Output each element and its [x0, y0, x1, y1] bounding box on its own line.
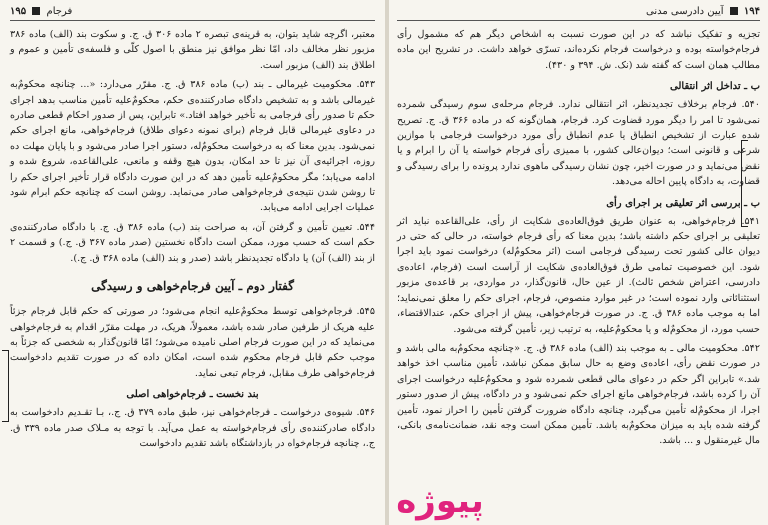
chapter-title: گفتار دوم ـ آیین فرجام‌خواهی و رسیدگی	[91, 279, 294, 294]
paragraph-540: ۵۴۰. فرجام برخلاف تجدیدنظر، اثر انتقالی ندارد. فرجام مرحله‌ی سوم رسیدگی شمرده نمی‌شود تا امر را دیگر مورد قضاوت کرد. فرجام، همان‌گونه که در ماده ۳۶۶ ق. ج. تصریح شده عبارت از تشخیص انطباق یا عدم انطباق رأی مورد درخواست فرجامی با موازین شرعی و قانونی است؛ دیوان‌عالی کشور، با ممیزی رأی فرجام خواسته یا آن را ابرام و یا نقض می‌نماید و در صورت اخیر، چون نشان رسیدگی ماهوی ندارد پرونده را برای رسیدگی و قضاوت، به دادگاه پایین احاله می‌دهد.	[397, 99, 761, 188]
square-bullet-icon	[730, 7, 738, 15]
running-head: فرجام	[46, 5, 73, 17]
page-number: ۱۹۵	[10, 5, 27, 17]
watermark-logo: پیوژه	[396, 481, 484, 521]
paragraph-542: ۵۴۲. محکومیت مالی ـ به موجب بند (الف) ماده ۳۸۶ ق. ج. «چنانچه محکومٌ‌به مالی باشد و در صورت نقض رأی، اعاده‌ی وضع به حال سابق ممکن نباشد، تأمین مناسب اخذ خواهد شد.» تابراین اگر حکم در دعوای مالی قطعی شمرده شود و محکومٌ‌علیه درخواست اجرای آن را کرده باشد، فرجام‌خواهی مانع اجرای حکم نمی‌شود و در دادگاه، پیش از صدور دستور اجرا، از محکومٌ‌له تأمین می‌گیرد، چنانچه دادگاه ضرورت گرفتن تأمین را احراز نمود، تأمین گرفته شده باید به میزان محکومٌ‌به باشد. تأمین ممکن است وجه نقد، ضمانت‌نامه‌ی بانکی، مال غیرمنقول و ... باشد.	[397, 342, 760, 447]
margin-bracket-mark	[741, 140, 748, 227]
paragraph-545: ۵۴۵. فرجام‌خواهی توسط محکومٌ‌علیه انجام می‌شود؛ در صورتی که حکم قابل فرجام جزئاً علیه هریک از طرفین صادر شده باشد، معمولاً، هریک، در مهلت مقرّر اقدام به فرجام‌خواهی می‌نماید که در این صورت فرجام اصلی نامیده می‌شود؛ امّا قانون‌گذار به شخصی که جزئاً به موجب حکم قابل فرجام محکوم شده است، امکان داده که در صورت تقدیم دادخواست فرجام‌خواهی طرف مقابل، فرجام تبعی نماید.	[10, 306, 375, 379]
margin-bracket-mark	[2, 350, 9, 422]
paragraph-544: ۵۴۴. تعیین تأمین و گرفتن آن، به صراحت بند (ب) ماده ۳۸۶ ق. ج. با دادگاه صادرکننده‌ی حکم است که حسب مورد، ممکن است دادگاه نخستین (صدر ماده ۳۶۷ ق. ج.) و قسمت ۲ از بند (الف) آن) یا دادگاه تجدیدنظر باشد (صدر و بند (الف) ماده ۳۶۸ ق. ج.).	[10, 221, 375, 264]
paragraph-541: ۵۴۱. فرجام‌خواهی، به عنوان طریق فوق‌العاده‌ی شکایت از رأی، علی‌القاعده نباید اثر تعلیقی بر اجرای حکم داشته باشد؛ بدین معنا که رأی فرجام خواسته، در حالی که حتی در دیوان عالی کشور تحت رسیدگی فرجامی است (اثر محکومٌ‌له) درخواست نمود باید اجرا شود. این خصوصیت تمامی طرق فوق‌العاده‌ی شکایت از آراست است (فرجام، اعاده‌ی دادرسی، اعتراض شخص ثالث). از عین حال، قانون‌گذار، در مواردی، بر قاعده‌ی مزبور استثنائاتی وارد نموده است؛ در غیر موارد منصوص، فرجام، اجرای حکم را معلق نمی‌نماید؛ اما به موجب ماده ۳۸۶ ق. ج. در صورت فرجام‌خواهی، پیش از اجرای حکم، عندالاقتضاء، حسب مورد، از محکومٌ‌له و یا محکومٌ‌علیه، به ترتیب زیر، تأمین گرفته می‌شود.	[397, 215, 761, 335]
subsection-heading: بند نخست ـ فرجام‌خواهی اصلی	[126, 389, 259, 401]
paragraph: معتبر، اگرچه شاید بتوان، به قرینه‌ی تبصره ۲ ماده ۳۰۶ ق. ج. و سکوت بند (الف) ماده ۳۸۶ مزبور نظر مخالف داد، امّا نظر موافق نیز منطق با اصول کلّی و فلسفه‌ی تأمین و عموم و اطلاق بند (الف) مزبور است.	[10, 29, 375, 71]
section-heading: ب ـ بررسی اثر تعلیقی بر اجرای رأی	[606, 197, 760, 209]
running-head: آیین دادرسی مدنی	[646, 5, 724, 17]
square-bullet-icon	[32, 7, 40, 15]
page-number: ۱۹۴	[743, 5, 760, 17]
left-page-header-title	[10, 6, 72, 17]
right-page-header-title	[646, 6, 760, 17]
paragraph-546: ۵۴۶. شیوه‌ی درخواست ـ فرجام‌خواهی نیز، طبق ماده ۳۷۹ ق. ج.، بـا تقـدیم دادخواست به دادگاه صادرکننده‌ی رأی فرجام‌خواسته به عمل می‌آید. با توجه به مـلاک صدر ماده ۳۳۹ ق. ج.، چنانچه فرجام‌خواه در بازداشتگاه باشد تقدیم دادخواست	[10, 407, 375, 449]
book-gutter	[385, 0, 389, 525]
right-page	[389, 0, 768, 525]
paragraph-543: ۵۴۳. محکومیت غیرمالی ـ بند (ب) ماده ۳۸۶ ق. ج. مقرّر می‌دارد: «... چنانچه محکومٌ‌به غیرمالی باشد و به تشخیص دادگاه صادرکننده‌ی حکم، محکومٌ‌علیه تأمین مناسب بدهد اجرای حکم تا صدور رأی فرجامی به تأخیر خواهد افتاد.» تابراین، پس از صدور احکام قطعی صادره در دعاوی غیرمالی قابل فرجام (برای نمونه دعوای طلاق) فرجام‌خواهی، مانع اجرای حکم نمی‌شود. بدین معنا که به درخواست محکومٌ‌له، دستور اجرا صادر می‌شود و با پایان مهلت ده روزه، اجرائیه‌ی آن نیز تا حد امکان، بدون هیچ وقفه و مانعی، علی‌القاعده، شروع شده و ادامه می‌یابد؛ مگر محکومٌ‌علیه تأمین دهد که در این صورت دادگاه قرار تأخیر اجرای حکم را تا روشن شدن نتیجه‌ی فرجام‌خواهی صادر می‌نماید. روشن است که چنانچه حکم ابرام شود عملیات اجرایی ادامه می‌یابد.	[10, 79, 375, 214]
section-heading: ب ـ تداخل اثر انتقالی	[670, 81, 760, 93]
left-page-header	[10, 4, 375, 21]
paragraph: تجزیه و تفکیک نباشد که در این صورت نسبت به اشخاص دیگر هم که مشمول رأی فرجام‌خواسته بوده و درخواست فرجام نکرده‌اند، تسرّی خواهد داشت. در تشریح این ماده مطالب همان است که گفته شد (نک. ش. ۳۹۴ و ۴۳۰).	[397, 29, 760, 71]
right-page-header	[397, 4, 760, 21]
